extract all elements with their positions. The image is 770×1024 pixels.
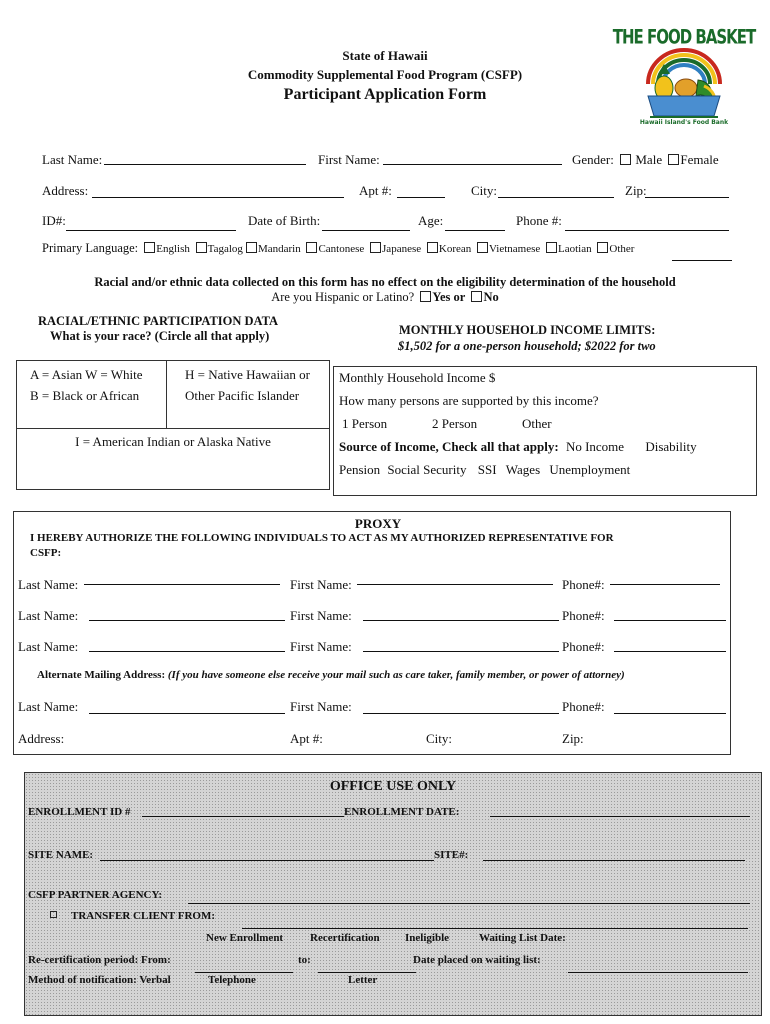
proxy-3-phone-label: Phone#: — [562, 639, 605, 654]
income-source-label: Source of Income, Check all that apply: — [339, 439, 559, 454]
language-checkbox[interactable] — [546, 242, 557, 253]
first-name-label: First Name: — [318, 152, 380, 167]
gender-label: Gender: — [572, 152, 614, 167]
language-label: Vietnamese — [489, 243, 541, 255]
female-checkbox[interactable] — [668, 154, 679, 165]
enrollment-date-label: ENROLLMENT DATE: — [344, 806, 460, 818]
proxy-1-first-name-label: First Name: — [290, 577, 352, 592]
phone-label: Phone #: — [516, 213, 562, 228]
page-title: Participant Application Form — [283, 86, 487, 103]
monthly-income-label: Monthly Household Income $ — [339, 370, 496, 385]
zip-field[interactable] — [645, 197, 729, 198]
proxy-2-last-name-field[interactable] — [89, 620, 285, 621]
proxy-3-first-name-label: First Name: — [290, 639, 352, 654]
proxy-3-last-name-field[interactable] — [89, 651, 285, 652]
language-label: Japanese — [382, 243, 422, 255]
enrollment-id-label: ENROLLMENT ID # — [28, 806, 131, 818]
proxy-box — [13, 511, 731, 755]
alt-first-name-label: First Name: — [290, 699, 352, 714]
recert-to-label: to: — [298, 954, 311, 966]
proxy-2-first-name-label: First Name: — [290, 608, 352, 623]
persons-option-other[interactable]: Other — [522, 416, 552, 431]
age-field[interactable] — [445, 230, 505, 231]
language-checkbox[interactable] — [370, 242, 381, 253]
language-label: Tagalog — [207, 243, 243, 255]
income-unemployment[interactable]: Unemployment — [549, 462, 631, 477]
other-language-field[interactable] — [672, 260, 732, 261]
svg-text:THE FOOD BASKET: THE FOOD BASKET — [612, 26, 756, 50]
alt-phone-label: Phone#: — [562, 699, 605, 714]
last-name-field[interactable] — [104, 164, 306, 165]
proxy-1-phone-label: Phone#: — [562, 577, 605, 592]
hispanic-no-label: No — [483, 290, 499, 304]
hispanic-question-row — [0, 290, 770, 305]
income-no-income[interactable]: No Income — [565, 439, 625, 454]
language-label: Mandarin — [257, 243, 301, 255]
alt-mailing-label: Alternate Mailing Address: — [37, 669, 166, 681]
address-label: Address: — [42, 183, 89, 198]
language-checkbox[interactable] — [144, 242, 155, 253]
recert-period-label: Re-certification period: From: — [28, 954, 171, 966]
hispanic-no-checkbox[interactable] — [471, 291, 482, 302]
transfer-checkbox[interactable] — [50, 911, 57, 918]
female-label: Female — [680, 152, 719, 167]
site-name-label: SITE NAME: — [28, 849, 94, 861]
race-section-title: RACIAL/ETHNIC PARTICIPATION DATA — [38, 314, 279, 328]
age-label: Age: — [418, 213, 444, 228]
proxy-1-first-name-field[interactable] — [357, 584, 553, 585]
race-option-black[interactable]: B = Black or African — [30, 388, 140, 403]
alt-mailing-note: (If you have someone else receive your mail such as care taker, family member, or power of attorney) — [167, 669, 625, 681]
race-option-asian-white[interactable]: A = Asian W = White — [30, 367, 143, 382]
hispanic-yes-label: Yes — [432, 290, 451, 304]
alt-mailing-row — [37, 669, 625, 681]
transfer-field[interactable] — [242, 928, 748, 929]
apt-field[interactable] — [397, 197, 445, 198]
alt-zip-label: Zip: — [562, 731, 584, 746]
header-line-1: State of Hawaii — [342, 48, 428, 63]
income-ssi[interactable]: SSI — [477, 462, 497, 477]
transfer-label: TRANSFER CLIENT FROM: — [71, 910, 216, 922]
income-social-security[interactable]: Social Security — [387, 462, 467, 477]
income-limits-subtitle: $1,502 for a one-person household; $2022 for two — [398, 339, 656, 353]
proxy-3-last-name-label: Last Name: — [18, 639, 79, 654]
male-label: Male — [635, 152, 663, 167]
recert-from-field[interactable] — [195, 972, 293, 973]
dob-field[interactable] — [322, 230, 410, 231]
id-field[interactable] — [66, 230, 236, 231]
enrollment-date-field[interactable] — [490, 816, 750, 817]
primary-language-label: Primary Language: — [42, 241, 139, 255]
last-name-label: Last Name: — [42, 152, 103, 167]
alt-phone-field[interactable] — [614, 713, 726, 714]
proxy-title: PROXY — [354, 516, 402, 531]
proxy-1-phone-field[interactable] — [610, 584, 720, 585]
site-number-field[interactable] — [483, 860, 745, 861]
language-checkbox[interactable] — [427, 242, 438, 253]
food-basket-logo — [612, 22, 756, 126]
language-label: English — [156, 243, 190, 255]
language-label: Cantonese — [318, 243, 365, 255]
proxy-2-last-name-label: Last Name: — [18, 608, 79, 623]
address-field[interactable] — [92, 197, 344, 198]
or-label: or — [453, 290, 466, 304]
alt-address-label: Address: — [18, 731, 65, 746]
language-checkbox[interactable] — [597, 242, 608, 253]
waiting-list-date-label: Waiting List Date: — [479, 932, 566, 944]
income-limits-title: MONTHLY HOUSEHOLD INCOME LIMITS: — [399, 323, 656, 337]
gender-group — [572, 152, 719, 168]
site-number-label: SITE#: — [434, 849, 469, 861]
notification-method-label: Method of notification: Verbal — [28, 974, 171, 986]
language-checkbox[interactable] — [246, 242, 257, 253]
zip-label: Zip: — [625, 183, 647, 198]
language-label: Laotian — [558, 243, 592, 255]
alt-last-name-field[interactable] — [89, 713, 285, 714]
proxy-authorize-line-2: CSFP: — [30, 547, 62, 559]
proxy-1-last-name-label: Last Name: — [18, 577, 79, 592]
language-checkbox[interactable] — [477, 242, 488, 253]
notification-letter[interactable]: Letter — [348, 974, 378, 986]
site-name-field[interactable] — [100, 860, 434, 861]
status-ineligible[interactable]: Ineligible — [405, 932, 450, 944]
phone-field[interactable] — [565, 230, 729, 231]
alt-first-name-field[interactable] — [363, 713, 559, 714]
id-label: ID#: — [42, 213, 66, 228]
language-row — [42, 241, 634, 256]
income-source-row-2 — [339, 462, 630, 478]
hispanic-yes-checkbox[interactable] — [420, 291, 431, 302]
first-name-field[interactable] — [383, 164, 562, 165]
male-checkbox[interactable] — [620, 154, 631, 165]
proxy-1-last-name-field[interactable] — [84, 584, 280, 585]
apt-label: Apt #: — [359, 183, 392, 198]
race-table-divider — [166, 360, 167, 428]
food-basket-logo-icon — [612, 22, 756, 126]
office-title: OFFICE USE ONLY — [329, 779, 457, 794]
proxy-2-first-name-field[interactable] — [363, 620, 559, 621]
notification-telephone[interactable]: Telephone — [208, 974, 256, 986]
persons-option-2[interactable]: 2 Person — [432, 416, 478, 431]
status-new-enrollment[interactable]: New Enrollment — [206, 932, 284, 944]
race-option-pacific-islander: Other Pacific Islander — [185, 388, 300, 403]
race-option-hawaiian[interactable]: H = Native Hawaiian or — [185, 367, 311, 382]
recert-to-field[interactable] — [318, 972, 416, 973]
language-checkbox[interactable] — [306, 242, 317, 253]
proxy-3-first-name-field[interactable] — [363, 651, 559, 652]
svg-text:Hawaii Island's Food Bank: Hawaii Island's Food Bank — [639, 119, 729, 126]
status-recertification[interactable]: Recertification — [310, 932, 380, 944]
header-line-2: Commodity Supplemental Food Program (CSFP) — [247, 67, 523, 82]
date-placed-label: Date placed on waiting list: — [413, 954, 541, 966]
income-source-row — [339, 439, 697, 455]
proxy-2-phone-label: Phone#: — [562, 608, 605, 623]
persons-option-1[interactable]: 1 Person — [342, 416, 388, 431]
proxy-2-phone-field[interactable] — [614, 620, 726, 621]
race-option-american-indian[interactable]: I = American Indian or Alaska Native — [75, 434, 271, 449]
race-table-divider — [16, 428, 330, 429]
city-field[interactable] — [498, 197, 614, 198]
language-checkbox[interactable] — [196, 242, 207, 253]
city-label: City: — [471, 183, 498, 198]
dob-label: Date of Birth: — [248, 213, 321, 228]
partner-agency-field[interactable] — [188, 903, 750, 904]
transfer-row — [50, 910, 215, 922]
proxy-authorize-line-1: I HEREBY AUTHORIZE THE FOLLOWING INDIVIDUALS TO ACT AS MY AUTHORIZED REPRESENTATIVE FOR — [30, 532, 614, 544]
language-label: Korean — [438, 243, 472, 255]
partner-agency-label: CSFP PARTNER AGENCY: — [28, 889, 163, 901]
race-section-question: What is your race? (Circle all that apply) — [50, 329, 270, 343]
alt-city-label: City: — [426, 731, 453, 746]
enrollment-id-field[interactable] — [142, 816, 344, 817]
alt-apt-label: Apt #: — [290, 731, 323, 746]
ethnic-notice: Racial and/or ethnic data collected on this form has no effect on the eligibility determination of the household — [94, 275, 676, 289]
alt-last-name-label: Last Name: — [18, 699, 79, 714]
income-pension[interactable]: Pension — [339, 462, 381, 477]
date-placed-field[interactable] — [568, 972, 748, 973]
hispanic-question: Are you Hispanic or Latino? — [271, 290, 415, 304]
persons-question: How many persons are supported by this income? — [339, 393, 599, 408]
language-label: Other — [609, 243, 635, 255]
income-wages[interactable]: Wages — [505, 462, 541, 477]
income-disability[interactable]: Disability — [645, 439, 697, 454]
proxy-3-phone-field[interactable] — [614, 651, 726, 652]
